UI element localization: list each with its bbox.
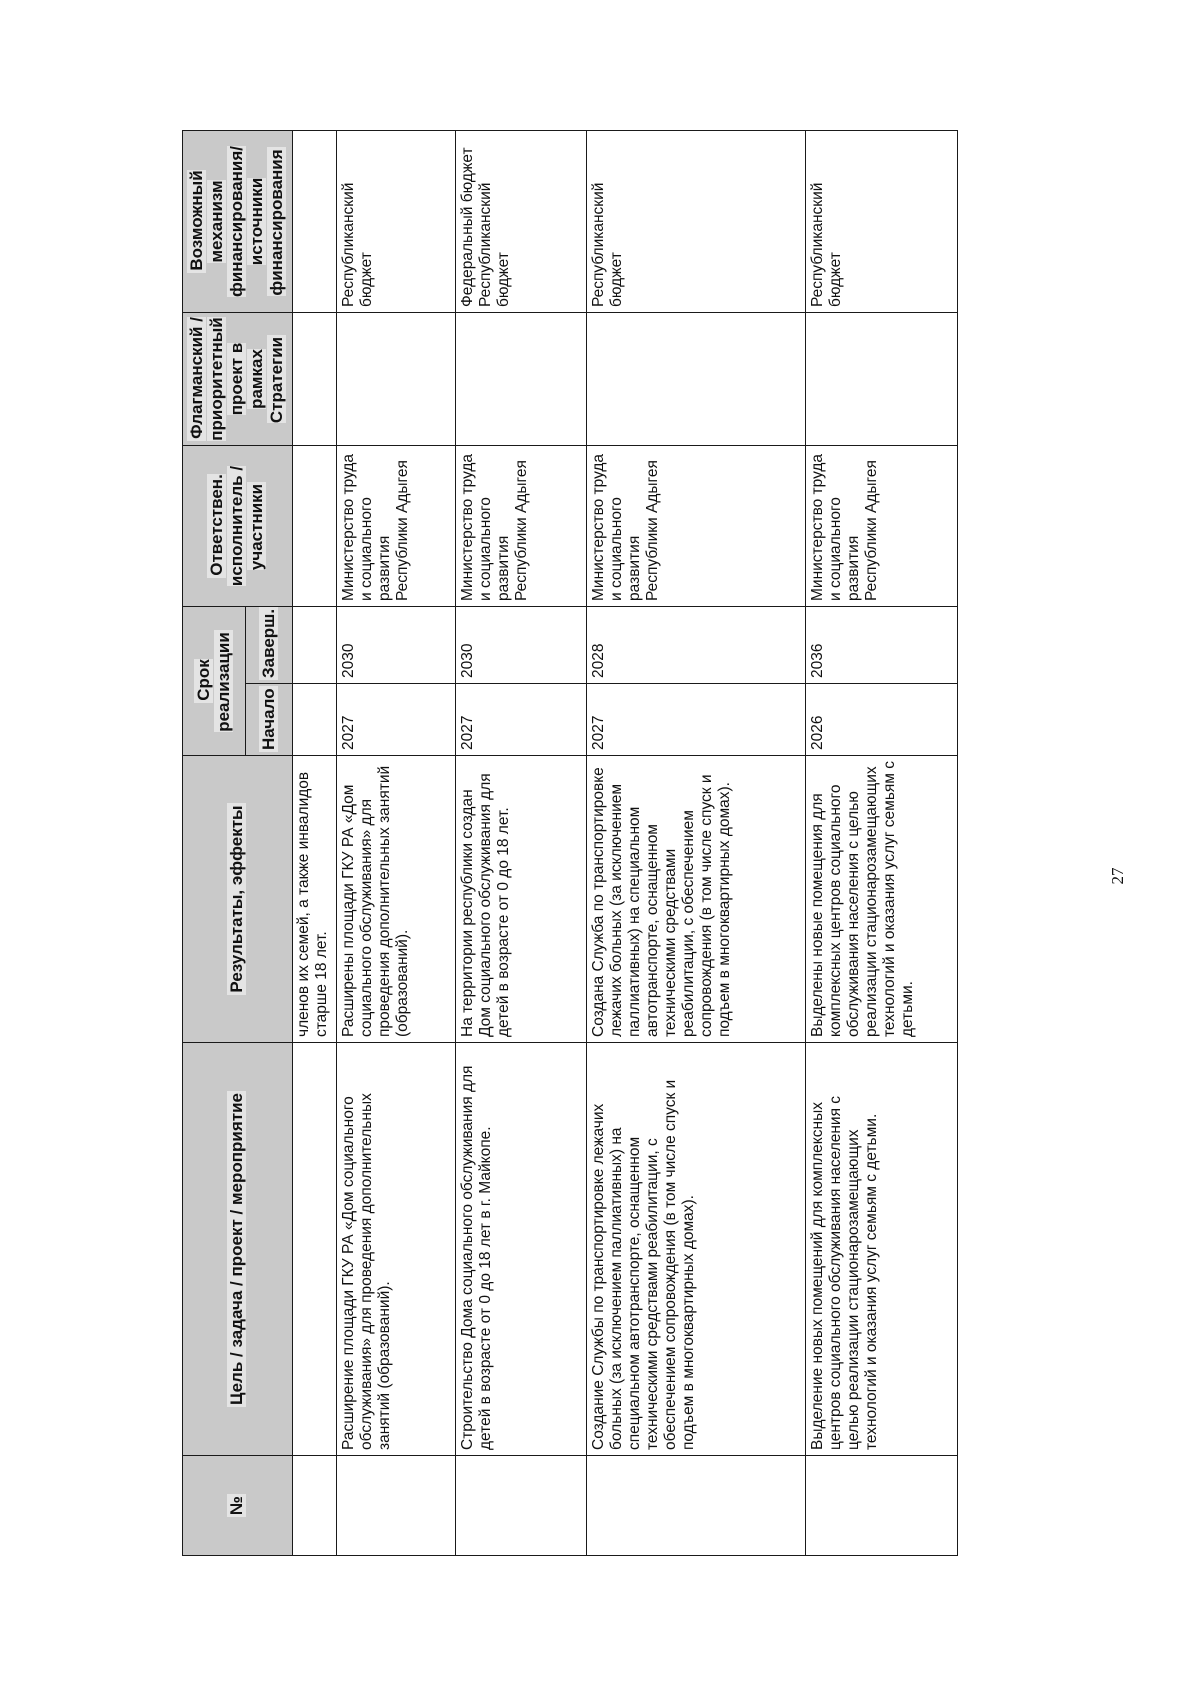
cell-end: 2030 (336, 606, 455, 683)
cell-flagship (806, 312, 958, 445)
header-flagship: Флагманский / приоритетный проект в рамках Стратегии (183, 312, 293, 445)
cell-num (292, 1456, 336, 1556)
cell-results: Создана Служба по транспортировке лежачих больных (за исключением паллиативных) на специальном автотранспорте, оснащенном техническими средствами реабилитации, с обеспечением сопровождения (в том числе спуск и подъем в многоквартирных домах). (587, 756, 806, 1043)
table-row (292, 130, 336, 1555)
cell-funding: Федеральный бюджет Республиканский бюджет (456, 130, 587, 312)
cell-flagship (456, 312, 587, 445)
cell-funding: Республиканский бюджет (587, 130, 806, 312)
table-row (336, 130, 455, 1555)
page-number: 27 (1108, 867, 1127, 885)
table-row (806, 130, 958, 1555)
cell-start: 2027 (587, 684, 806, 756)
cell-results: членов их семей, а также инвалидов старше 18 лет. (292, 756, 336, 1043)
cell-goal: Строительство Дома социального обслуживания для детей в возрасте от 0 до 18 лет в г. Майкопе. (456, 1043, 587, 1456)
strategy-table (182, 130, 958, 1556)
cell-start (292, 684, 336, 756)
cell-results: Выделены новые помещения для комплексных центров социального обслуживания населения с целью реализации стационарозамещающих технологий и оказания услуг семьям с детьми. (806, 756, 958, 1043)
cell-end: 2036 (806, 606, 958, 683)
cell-goal: Выделение новых помещений для комплексных центров социального обслуживания населения с целью реализации стационарозамещающих технологий и оказания услуг семьям с детьми. (806, 1043, 958, 1456)
table-row (456, 130, 587, 1555)
cell-funding: Республиканский бюджет (806, 130, 958, 312)
cell-flagship (292, 312, 336, 445)
cell-end: 2028 (587, 606, 806, 683)
cell-goal: Расширение площади ГКУ РА «Дом социального обслуживания» для проведения дополнительных занятий (образований). (336, 1043, 455, 1456)
cell-responsible: Министерство труда и социального развития Республики Адыгея (587, 445, 806, 606)
header-results: Результаты, эффекты (183, 756, 293, 1043)
cell-goal: Создание Службы по транспортировке лежачих больных (за исключением паллиативных) на специальном автотранспорте, оснащенном техническими средствами реабилитации, с обеспечением сопровождения (в том числе спуск и подъем в многоквартирных домах). (587, 1043, 806, 1456)
cell-responsible: Министерство труда и социального развития Республики Адыгея (806, 445, 958, 606)
cell-funding: Республиканский бюджет (336, 130, 455, 312)
cell-responsible (292, 445, 336, 606)
cell-num (587, 1456, 806, 1556)
cell-start: 2027 (456, 684, 587, 756)
cell-funding (292, 130, 336, 312)
cell-responsible: Министерство труда и социального развития Республики Адыгея (336, 445, 455, 606)
cell-start: 2026 (806, 684, 958, 756)
header-funding: Возможный механизм финансирования/ источники финансирования (183, 130, 293, 312)
cell-goal (292, 1043, 336, 1456)
table-row (587, 130, 806, 1555)
header-term: Срок реализации (183, 606, 246, 755)
rotated-table-page (182, 131, 958, 1556)
cell-results: На территории республики создан Дом социального обслуживания для детей в возрасте от 0 до 18 лет. (456, 756, 587, 1043)
cell-results: Расширены площади ГКУ РА «Дом социального обслуживания» для проведения дополнительных занятий (образований). (336, 756, 455, 1043)
header-start: Начало (246, 684, 293, 756)
header-goal: Цель / задача / проект / мероприятие (183, 1043, 293, 1456)
cell-num (336, 1456, 455, 1556)
cell-end (292, 606, 336, 683)
cell-start: 2027 (336, 684, 455, 756)
header-responsible: Ответствен. исполнитель / участники (183, 445, 293, 606)
cell-num (456, 1456, 587, 1556)
cell-num (806, 1456, 958, 1556)
header-row (183, 130, 246, 1555)
cell-end: 2030 (456, 606, 587, 683)
cell-flagship (336, 312, 455, 445)
cell-responsible: Министерство труда и социального развития Республики Адыгея (456, 445, 587, 606)
cell-flagship (587, 312, 806, 445)
header-num: № (183, 1456, 293, 1556)
header-end: Заверш. (246, 606, 293, 683)
